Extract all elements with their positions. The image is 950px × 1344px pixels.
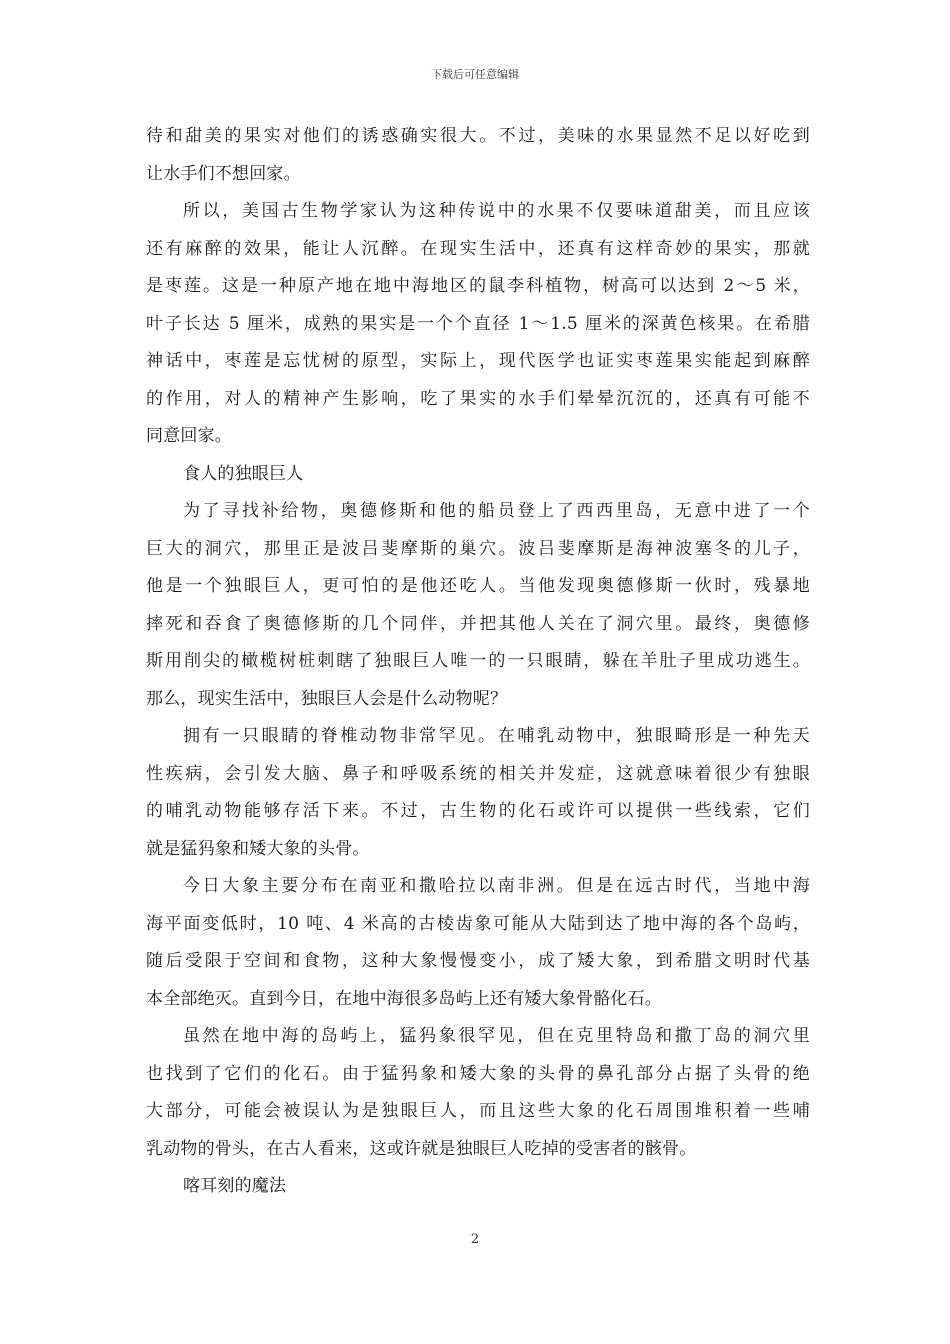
text-line: 大部分，可能会被误认为是独眼巨人，而且这些大象的化石周围堆积着一些哺 xyxy=(146,1101,810,1121)
text-line: 随后受限于空间和食物，这种大象慢慢变小，成了矮大象，到希腊文明时代基 xyxy=(146,951,810,971)
text-line: 摔死和吞食了奥德修斯的几个同伴，并把其他人关在了洞穴里。最终，奥德修 xyxy=(146,613,810,634)
paragraph-start-line: 所以，美国古生物学家认为这种传说中的水果不仅要味道甜美，而且应该 xyxy=(183,201,810,221)
text-line: 乳动物的骨头，在古人看来，这或许就是独眼巨人吃掉的受害者的骸骨。 xyxy=(146,1138,697,1159)
paragraph-start-line: 食人的独眼巨人 xyxy=(183,463,304,484)
text-line: 他是一个独眼巨人，更可怕的是他还吃人。当他发现奥德修斯一伙时，残暴地 xyxy=(146,576,810,596)
document-body xyxy=(146,118,810,1206)
text-line: 也找到了它们的化石。由于猛犸象和矮大象的头骨的鼻孔部分占据了头骨的绝 xyxy=(146,1063,810,1084)
text-line: 同意回家。 xyxy=(146,426,232,446)
paragraph-start-line: 喀耳刻的魔法 xyxy=(183,1176,287,1196)
page-number: 2 xyxy=(470,1232,480,1247)
paragraph-start-line: 今日大象主要分布在南亚和撒哈拉以南非洲。但是在远古时代，当地中海 xyxy=(183,876,810,896)
text-line: 那么，现实生活中，独眼巨人会是什么动物呢？ xyxy=(146,688,508,709)
text-line: 斯用削尖的橄榄树桩刺瞎了独眼巨人唯一的一只眼睛，躲在羊肚子里成功逃生。 xyxy=(146,651,810,671)
text-line: 就是猛犸象和矮大象的头骨。 xyxy=(146,838,370,859)
page-header: 下载后可任意编辑 xyxy=(431,68,519,81)
text-line: 是枣莲。这是一种原产地在地中海地区的鼠李科植物，树高可以达到 2～5 米， xyxy=(146,276,810,296)
text-line: 还有麻醉的效果，能让人沉醉。在现实生活中，还真有这样奇妙的果实，那就 xyxy=(146,238,810,259)
text-line: 巨大的洞穴，那里正是波吕斐摩斯的巢穴。波吕斐摩斯是海神波塞冬的儿子， xyxy=(146,538,810,559)
paragraph-start-line: 虽然在地中海的岛屿上，猛犸象很罕见，但在克里特岛和撒丁岛的洞穴里 xyxy=(183,1026,810,1046)
text-line: 让水手们不想回家。 xyxy=(146,163,301,184)
text-line: 海平面变低时，10 吨、4 米高的古棱齿象可能从大陆到达了地中海的各个岛屿， xyxy=(146,913,810,934)
paragraph-start-line: 拥有一只眼睛的脊椎动物非常罕见。在哺乳动物中，独眼畸形是一种先天 xyxy=(183,726,810,746)
text-line: 的作用，对人的精神产生影响，吃了果实的水手们晕晕沉沉的，还真有可能不 xyxy=(146,388,810,409)
text-line: 的哺乳动物能够存活下来。不过，古生物的化石或许可以提供一些线索，它们 xyxy=(146,801,810,821)
text-line: 神话中，枣莲是忘忧树的原型，实际上，现代医学也证实枣莲果实能起到麻醉 xyxy=(146,351,810,371)
text-line: 叶子长达 5 厘米，成熟的果实是一个个直径 1～1.5 厘米的深黄色核果。在希腊 xyxy=(146,313,810,334)
text-line: 待和甜美的果实对他们的诱惑确实很大。不过，美味的水果显然不足以好吃到 xyxy=(146,126,810,146)
text-line: 本全部绝灭。直到今日，在地中海很多岛屿上还有矮大象骨骼化石。 xyxy=(146,988,662,1009)
text-line: 性疾病，会引发大脑、鼻子和呼吸系统的相关并发症，这就意味着很少有独眼 xyxy=(146,763,810,784)
paragraph-start-line: 为了寻找补给物，奥德修斯和他的船员登上了西西里岛，无意中进了一个 xyxy=(183,501,810,521)
